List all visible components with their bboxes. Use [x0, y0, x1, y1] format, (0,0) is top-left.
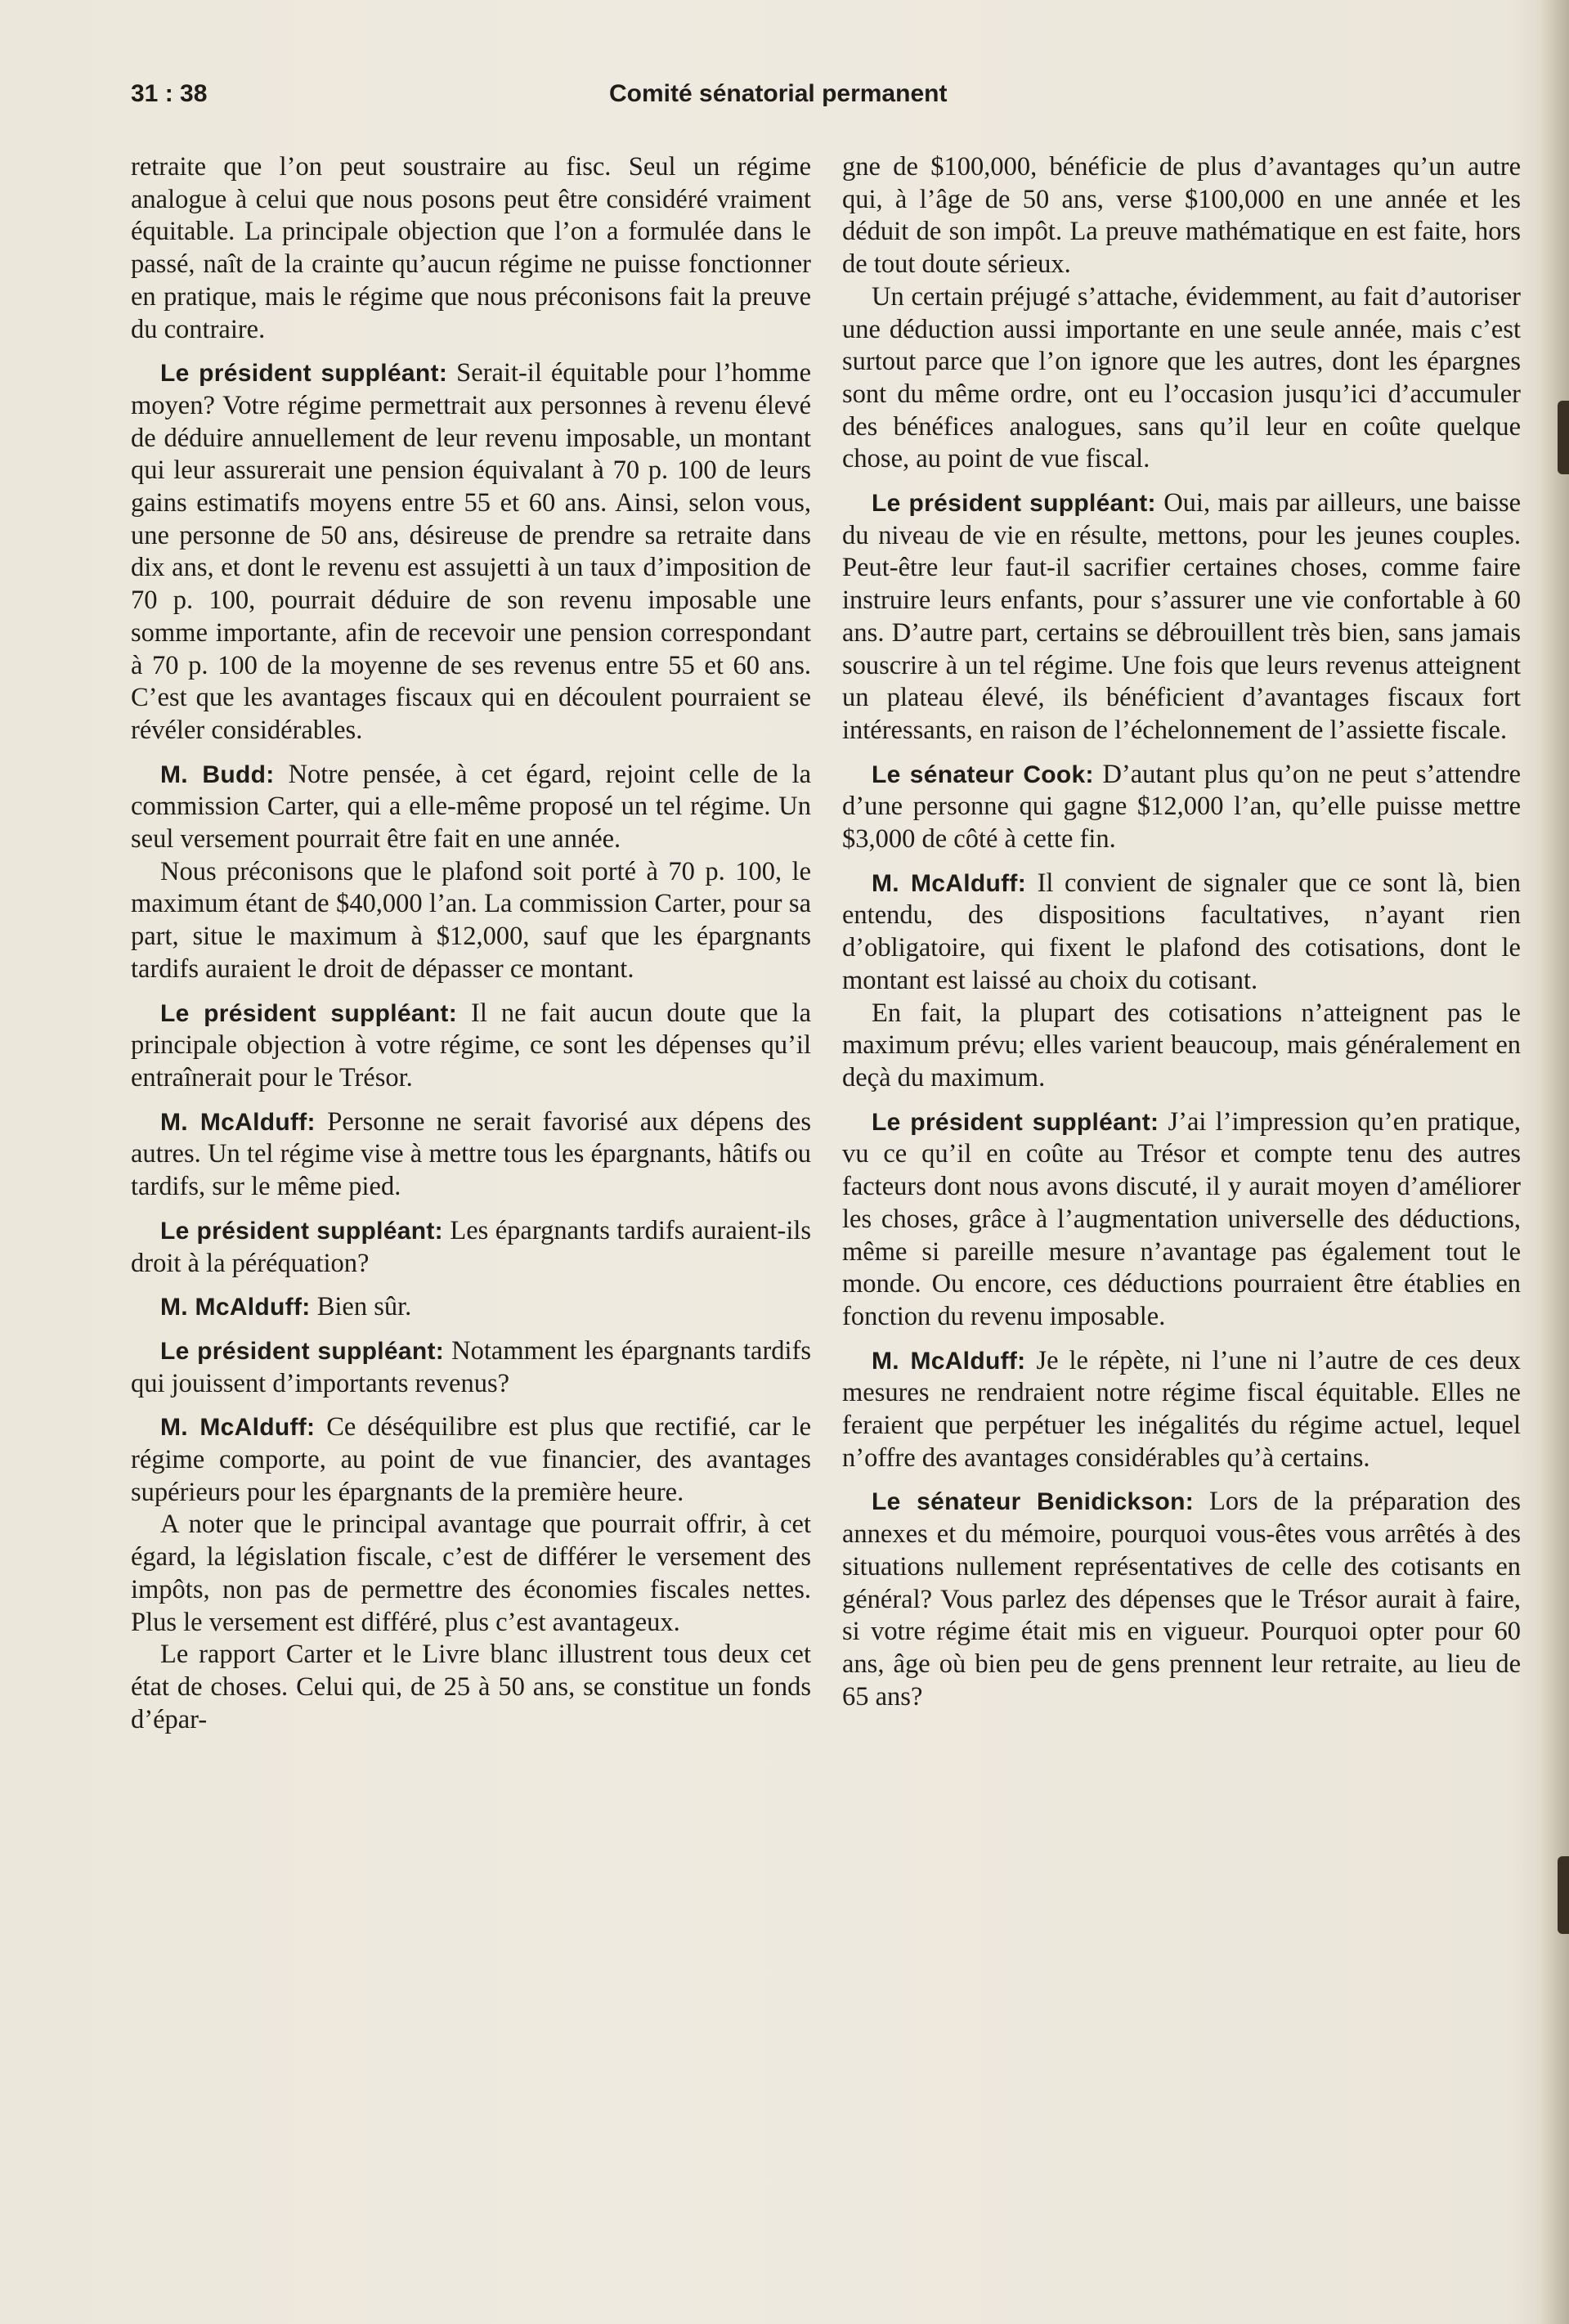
paragraph — [131, 1106, 811, 1204]
binding-mark-top — [1558, 401, 1569, 474]
speaker-name: Le président suppléant: — [160, 360, 448, 388]
paragraph — [131, 856, 811, 986]
paragraph-text: gne de $100,000, bénéficie de plus d’avantages qu’un autre qui, à l’âge de 50 ans, verse $100,000 en une année et les déduit de son impôt. La preuve mathématique en est faite, hors de tout doute sérieux. — [842, 152, 1521, 280]
paragraph — [131, 1639, 811, 1736]
speaker-name: Le président suppléant: — [160, 1217, 443, 1245]
paragraph — [131, 1291, 811, 1324]
paragraph — [131, 151, 811, 346]
paragraph-text: Lors de la préparation des annexes et du mémoire, pourquoi vous-êtes vous arrêtés à des situations nullement représentatives de celle des cotisants en général? Vous parlez des dépenses que le Trésor aurait à faire, si votre régime était mis en vigueur. Pourquoi opter pour 60 ans, âge où bien peu de gens prennent leur retraite, au lieu de 65 ans? — [842, 1487, 1521, 1712]
paragraph-text: Bien sûr. — [316, 1292, 412, 1322]
page-title: Comité sénatorial permanent — [609, 80, 948, 107]
paragraph — [842, 759, 1521, 856]
paragraph-text: Un certain préjugé s’attache, évidemment, au fait d’autoriser une déduction aussi importante en une seule année, mais c’est surtout parce que l’on ignore que les autres, dont les épargnes sont du même ordre, ont eu l’occasion jusqu’ici d’accumuler des bénéfices analogues, sans qu’il leur en coûte quelque chose, au point de vue fiscal. — [842, 281, 1521, 474]
speaker-name: M. Budd: — [160, 760, 275, 788]
paragraph — [131, 759, 811, 856]
paragraph-text: Notre pensée, à cet égard, rejoint celle de la commission Carter, qui a elle-même proposé un tel régime. Un seul versement pourrait être fait en une année. — [131, 759, 812, 855]
paragraph — [131, 998, 811, 1095]
page-header — [131, 80, 1042, 121]
paragraph-text: Serait-il équitable pour l’homme moyen? Votre régime permettrait aux personnes à revenu élevé de déduire annuellement de leur revenu imposable, un montant qui leur assurerait une pension équivalant à 70 p. 100 de leurs gains estimatifs moyens entre 55 et 60 ans. Ainsi, selon vous, une personne de 50 ans, désireuse de prendre sa retraite dans dix ans, et dont le revenu est assujetti à un taux d’imposition de 70 p. 100, pourrait déduire de son revenu imposable une somme importante, afin de recevoir une pension correspondant à 70 p. 100 de la moyenne de ses revenus entre 55 et 60 ans. C’est que les avantages fiscaux qui en découlent pourraient se révéler considérables. — [131, 358, 812, 745]
paragraph — [842, 281, 1521, 476]
speaker-name: Le sénateur Benidickson: — [872, 1488, 1195, 1516]
paragraph — [131, 1509, 811, 1639]
paragraph-text: Notamment les épargnants tardifs qui jouissent d’importants revenus? — [131, 1335, 812, 1398]
speaker-name: M. McAlduff: — [160, 1414, 316, 1442]
speaker-name: Le président suppléant: — [872, 490, 1156, 518]
left-column — [131, 151, 811, 1736]
binding-mark-bottom — [1558, 1856, 1569, 1934]
speaker-name: Le président suppléant: — [872, 1108, 1159, 1136]
paragraph-text: Il ne fait aucun doute que la principale objection à votre régime, ce sont les dépenses qu’il entraînerait pour le Trésor. — [131, 998, 811, 1092]
paragraph-text: A noter que le principal avantage que pourrait offrir, à cet égard, la législation fiscale, c’est de différer le versement des impôts, non pas de permettre des économies fiscales nettes. Plus le versement est différé, plus c’est avantageux. — [131, 1510, 811, 1637]
right-column — [842, 151, 1521, 1713]
paragraph — [842, 151, 1521, 281]
page-number: 31 : 38 — [131, 80, 208, 107]
paragraph-text: Ce déséquilibre est plus que rectifié, car le régime comporte, au point de vue financier, des avantages supérieurs pour les épargnants de la première heure. — [131, 1412, 811, 1507]
page-edge — [1541, 0, 1569, 2324]
paragraph-text: Nous préconisons que le plafond soit porté à 70 p. 100, le maximum étant de $40,000 l’an. La commission Carter, pour sa part, situe le maximum à $12,000, sauf que les épargnants tardifs auraient le droit de dépasser ce montant. — [131, 856, 811, 984]
paragraph — [131, 1215, 811, 1280]
paragraph — [131, 1335, 811, 1400]
paragraph-text: Oui, mais par ailleurs, une baisse du niveau de vie en résulte, mettons, pour les jeunes couples. Peut-être leur faut-il sacrifier certaines choses, comme faire instruire leurs enfants, pour s’assurer une vie confortable à 60 ans. D’autre part, certains se débrouillent très bien, sans jamais souscrire à un tel régime. Une fois que leurs revenus atteignent un plateau élevé, ils bénéficient d’avantages fiscaux fort intéressants, en raison de l’échelonnement de l’assiette fiscale. — [842, 488, 1522, 745]
paragraph — [842, 998, 1521, 1095]
paragraph — [842, 1486, 1521, 1713]
paragraph-text: J’ai l’impression qu’en pratique, vu ce qu’il en coûte au Trésor et compte tenu des autres facteurs dont nous avons discuté, il y aurait moyen d’améliorer les choses, grâce à l’augmentation universelle des déductions, même si pareille mesure n’avantage pas également tout le monde. Ou encore, ces déductions pourraient être établies en fonction du revenu imposable. — [842, 1106, 1522, 1331]
paragraph-text: D’autant plus qu’on ne peut s’attendre d’une personne qui gagne $12,000 l’an, qu’elle puisse mettre $3,000 de côté à cette fin. — [842, 759, 1521, 855]
paragraph-text: Les épargnants tardifs auraient-ils droit à la péréquation? — [131, 1215, 812, 1278]
paragraph-text: Le rapport Carter et le Livre blanc illustrent tous deux cet état de choses. Celui qui, de 25 à 50 ans, se constitue un fonds d’épar- — [131, 1640, 811, 1734]
paragraph-text: Personne ne serait favorisé aux dépens des autres. Un tel régime vise à mettre tous les épargnants, hâtifs ou tardifs, sur le même pied. — [131, 1106, 812, 1202]
paragraph — [131, 1411, 811, 1509]
speaker-name: M. McAlduff: — [872, 869, 1027, 897]
paragraph-text: En fait, la plupart des cotisations n’atteignent pas le maximum prévu; elles varient beaucoup, mais généralement en deçà du maximum. — [842, 998, 1521, 1092]
speaker-name: Le président suppléant: — [160, 999, 458, 1027]
speaker-name: M. McAlduff: — [160, 1108, 316, 1136]
paragraph — [842, 487, 1521, 747]
speaker-name: Le président suppléant: — [160, 1337, 445, 1365]
paragraph-text: retraite que l’on peut soustraire au fisc. Seul un régime analogue à celui que nous posons peut être considéré vraiment équitable. La principale objection que l’on a formulée dans le passé, naît de la crainte qu’aucun régime ne puisse fonctionner en pratique, mais le régime que nous préconisons fait la preuve du contraire. — [131, 152, 811, 344]
paragraph-text: Il convient de signaler que ce sont là, bien entendu, des dispositions facultatives, n’ayant rien d’obligatoire, qui fixent le plafond des cotisations, dont le montant est laissé au choix du cotisant. — [842, 868, 1521, 995]
paragraph — [842, 1106, 1521, 1334]
paragraph — [842, 868, 1521, 998]
paragraph — [842, 1345, 1521, 1475]
paragraph-text: Je le répète, ni l’une ni l’autre de ces deux mesures ne rendraient notre régime fiscal équitable. Elles ne feraient que perpétuer les inégalités du régime actuel, lequel n’offre des avantages considérables qu’à certains. — [842, 1345, 1521, 1473]
speaker-name: M. McAlduff: — [872, 1347, 1026, 1375]
paragraph — [131, 357, 811, 747]
speaker-name: Le sénateur Cook: — [872, 760, 1094, 788]
speaker-name: M. McAlduff: — [160, 1294, 311, 1321]
